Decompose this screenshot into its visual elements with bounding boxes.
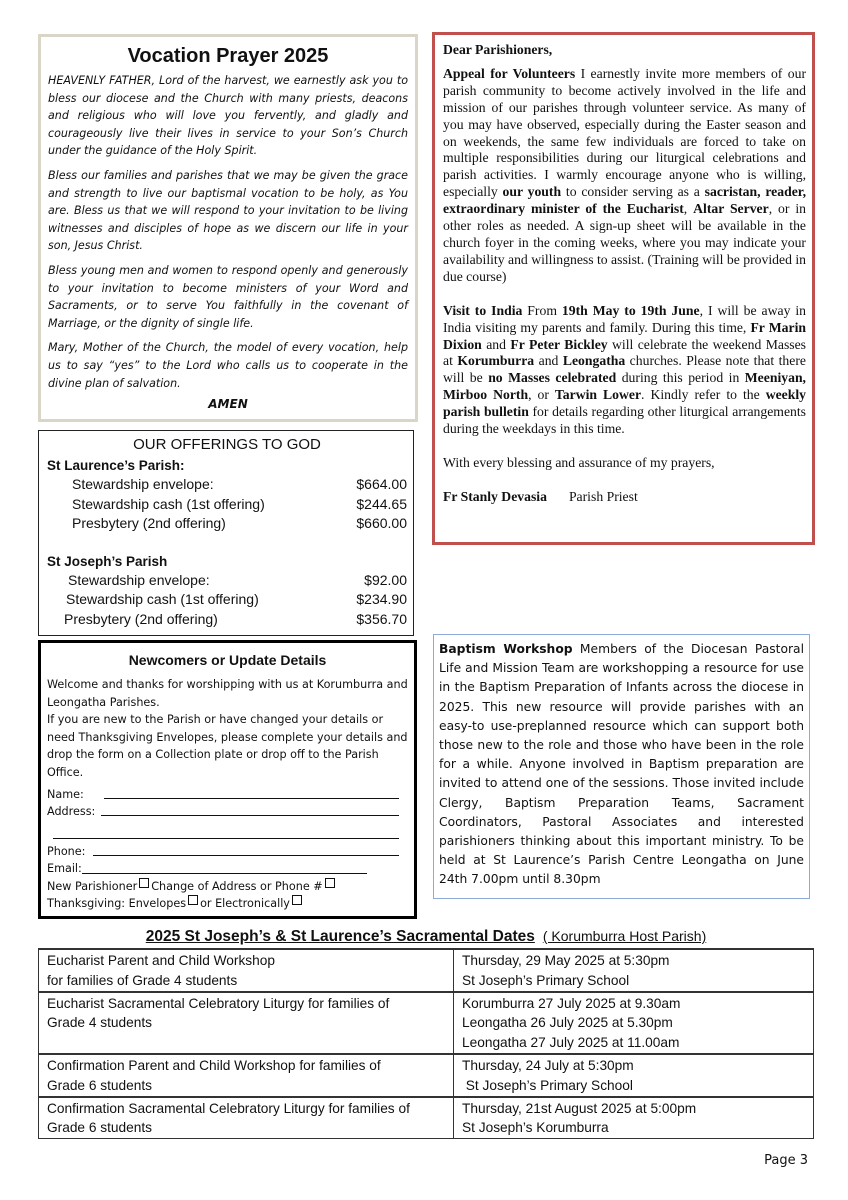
baptism-heading: Baptism Workshop [439, 642, 573, 656]
offering-amount: $660.00 [356, 515, 407, 532]
signature-role: Parish Priest [568, 488, 638, 504]
offerings-box [38, 430, 414, 636]
prayer-paragraph: Mary, Mother of the Church, the model of every vocation, help us to say “yes” to the Lord who calls us to cooperate in the divine plan of salvation. [48, 341, 408, 390]
visit-text: during this period in [616, 370, 745, 386]
detail-line: St Joseph’s Primary School [462, 972, 630, 988]
change-address-checkbox[interactable] [325, 878, 335, 888]
offering-label: Presbytery (2nd offering) [64, 610, 218, 627]
visit-text: and [534, 353, 563, 369]
baptism-body: Members of the Diocesan Pastoral Life and Mission Team are workshopping a resource for use in the Baptism Preparation of Infants across the diocese in 2025. This new resource will provide parishes with an easy-to use-preplanned resource which can support both those new to the role and those who have been in the role for a while. Anyone involved in Baptism preparation are invited to attend one of the sessions. Those invited include Clergy, Baptism Preparation Teams, Sacrament Coordinators, Pastoral Associates and interested parishioners thinking about this important ministry. To be held at St Laurence’s Parish Centre Leongatha on June 24th 7.00pm until 8.30pm [439, 642, 804, 887]
offering-label: Presbytery (2nd offering) [72, 515, 226, 532]
details-cell [454, 992, 814, 1054]
no-masses: no Masses celebrated [488, 370, 617, 386]
event-cell [39, 1054, 454, 1097]
event-line: Grade 6 students [47, 1120, 153, 1136]
detail-line: Thursday, 24 July at 5:30pm [462, 1057, 634, 1073]
visit-paragraph [443, 303, 806, 438]
fr-marin: Fr Marin Dixion [443, 319, 806, 352]
visit-text: and [481, 336, 511, 352]
sacramental-subtitle: ( Korumburra Host Parish) [542, 928, 707, 944]
phone-line[interactable] [93, 843, 399, 856]
offering-amount: $244.65 [356, 495, 407, 512]
baptism-text [439, 640, 804, 890]
table-row [39, 949, 814, 992]
sacramental-heading: 2025 St Joseph’s & St Laurence’s Sacramental Dates [145, 928, 535, 945]
offering-row [47, 590, 407, 610]
altar-server: Altar Server [693, 201, 769, 217]
offering-label: Stewardship envelope: [68, 571, 210, 588]
offering-row [47, 571, 407, 591]
fr-peter: Fr Peter Bickley [510, 336, 608, 352]
visit-text: , I will be away in India visiting my parents and family. During this time, [443, 302, 807, 335]
visit-text: . Kindly refer to the [641, 387, 766, 403]
table-row [39, 1054, 814, 1097]
electronically-label: or Electronically [200, 897, 290, 910]
offering-row [47, 610, 407, 630]
newcomers-instructions: If you are new to the Parish or have changed your details or need Thanksgiving Envelopes, please complete your details and drop the form on a Collection plate or drop off to the Parish Office. [47, 713, 408, 779]
appeal-paragraph [443, 66, 806, 286]
thanksgiving-label: Thanksgiving: Envelopes [47, 897, 187, 910]
letter-salutation: Dear Parishioners, [443, 42, 553, 57]
address-field[interactable] [47, 803, 408, 820]
table-row [39, 1097, 814, 1139]
event-line: Eucharist Parent and Child Workshop [47, 953, 275, 968]
event-line: Confirmation Parent and Child Workshop for families of [47, 1057, 381, 1073]
table-row [39, 992, 814, 1054]
email-label: Email: [47, 862, 82, 876]
our-youth: our youth [502, 184, 562, 200]
visit-heading: Visit to India [443, 302, 523, 318]
change-address-label: Change of Address or Phone # [151, 879, 323, 893]
prayer-amen: AMEN [208, 397, 248, 412]
detail-line: Leongatha 26 July 2025 at 5.30pm [462, 1015, 673, 1031]
offerings-title: OUR OFFERINGS TO GOD [133, 436, 321, 453]
details-cell [454, 1097, 814, 1139]
email-line[interactable] [82, 860, 367, 873]
sacramental-title [38, 928, 814, 946]
offering-row [47, 514, 407, 534]
visit-text: From [522, 302, 562, 318]
prayer-paragraph: HEAVENLY FATHER, Lord of the harvest, we earnestly ask you to bless our diocese and the Church with many priests, deacons and religious who will love you fervently, and gladly and courageously live their lives in service to your Son’s Church under the guidance of the Holy Spirit. [48, 74, 408, 158]
event-line: for families of Grade 4 students [47, 972, 238, 988]
address-line-2[interactable] [53, 820, 399, 838]
detail-line: Korumburra 27 July 2025 at 9.30am [462, 995, 681, 1011]
event-line: Grade 6 students [47, 1077, 153, 1093]
appeal-text: to consider serving as a [561, 184, 705, 200]
letter-signature-line [443, 489, 806, 506]
offering-amount: $356.70 [356, 610, 407, 627]
roles-list: sacristan, reader, extraordinary minister of the Eucharist [443, 184, 807, 217]
visit-text: for details regarding other liturgical arrangements during the weekdays in this time. [443, 404, 806, 437]
detail-line: Leongatha 27 July 2025 at 11.00am [462, 1035, 680, 1051]
phone-field[interactable] [47, 843, 408, 860]
leongatha: Leongatha [562, 353, 626, 369]
electronically-checkbox[interactable] [292, 895, 302, 905]
appeal-text: , [683, 201, 694, 217]
tarwin-lower: Tarwin Lower [554, 387, 642, 403]
baptism-workshop-box [433, 634, 810, 899]
name-field[interactable] [47, 786, 408, 803]
offering-row [47, 475, 407, 495]
offering-label: Stewardship envelope: [72, 476, 214, 492]
appeal-heading: Appeal for Volunteers [443, 65, 576, 81]
name-label: Name: [47, 787, 84, 801]
event-cell [39, 1097, 454, 1139]
visit-text: churches. Please note that there will be [443, 353, 806, 386]
name-line[interactable] [104, 786, 399, 799]
appeal-text: I earnestly invite more members of our parish community to become actively involved in the life and mission of our parishes through volunteer service. As many of you may have observed, especially during the Easter season and on weekends, the same few individuals are forced to take on multiple responsibilities during our liturgical celebrations and parish activities. I warmly encourage anyone who is willing, especially [443, 65, 807, 200]
prayer-paragraph: Bless young men and women to respond openly and generously to your invitation to become ministers of your Word and Sacraments, or to serve You faithfully in the covenant of Marriage, or the dignity of single life. [48, 263, 408, 330]
newcomers-intro: Welcome and thanks for worshipping with us at Korumburra and Leongatha Parishes. [47, 678, 408, 709]
new-parishioner-label: New Parishioner [47, 879, 138, 893]
detail-line: Thursday, 21st August 2025 at 5:00pm [462, 1100, 697, 1116]
event-line: Eucharist Sacramental Celebratory Liturgy for families of [47, 995, 390, 1011]
checkbox-row [47, 878, 408, 895]
phone-label: Phone: [47, 844, 86, 858]
visit-text: , or [528, 387, 555, 403]
korumburra: Korumburra [457, 353, 535, 369]
email-field[interactable] [47, 860, 408, 877]
letter-closing: With every blessing and assurance of my prayers, [443, 454, 715, 470]
newcomers-title: Newcomers or Update Details [128, 652, 327, 668]
address-field-2[interactable] [47, 820, 408, 842]
event-line: Grade 4 students [47, 1015, 153, 1031]
thanksgiving-row [47, 895, 408, 912]
detail-line: Thursday, 29 May 2025 at 5:30pm [462, 953, 670, 968]
offering-amount: $234.90 [356, 591, 407, 608]
event-line: Confirmation Sacramental Celebratory Liturgy for families of [47, 1100, 410, 1116]
offering-row [47, 495, 407, 515]
event-cell [39, 949, 454, 992]
vocation-prayer-box [38, 34, 418, 422]
page-number: Page 3 [764, 1153, 808, 1168]
meeniyan-mirboo: Meeniyan, Mirboo North [443, 370, 806, 403]
detail-line: St Joseph’s Primary School [462, 1077, 633, 1093]
newcomers-form [38, 640, 417, 919]
address-label: Address: [47, 804, 96, 818]
appeal-text: , or in other roles as needed. A sign-up sheet will be available in the church foyer in the coming weeks, where you may indicate your availability and willingness to assist. (Training will be provided in due course) [443, 201, 806, 284]
visit-dates: 19th May to 19th June [561, 302, 700, 318]
details-cell [454, 1054, 814, 1097]
detail-line: St Joseph’s Korumburra [462, 1120, 609, 1136]
parish-name: St Joseph’s Parish [47, 553, 168, 569]
offering-amount: $92.00 [364, 571, 407, 588]
signature: Fr Stanly Devasia [443, 488, 547, 504]
details-cell [454, 949, 814, 992]
offering-label: Stewardship cash (1st offering) [66, 591, 259, 608]
parish-priest-letter [432, 32, 815, 545]
prayer-paragraph: Bless our families and parishes that we may be given the grace and strength to live our baptismal vocation to be holy, as You are. Bless us that we will respond to your invitation to be living witnesses and disciples of hope as we discern our life in your son, Jesus Christ. [48, 168, 408, 253]
vocation-prayer-title: Vocation Prayer 2025 [127, 45, 329, 67]
event-cell [39, 992, 454, 1054]
new-parishioner-checkbox[interactable] [139, 878, 149, 888]
visit-text: will celebrate the weekend Masses at [443, 336, 806, 369]
offering-label: Stewardship cash (1st offering) [72, 495, 265, 512]
offering-amount: $664.00 [356, 476, 407, 492]
address-line[interactable] [101, 803, 399, 816]
envelopes-checkbox[interactable] [188, 895, 198, 905]
parish-name: St Laurence’s Parish: [47, 458, 185, 473]
sacramental-table [38, 948, 814, 1139]
weekly-bulletin: weekly parish bulletin [443, 387, 806, 420]
